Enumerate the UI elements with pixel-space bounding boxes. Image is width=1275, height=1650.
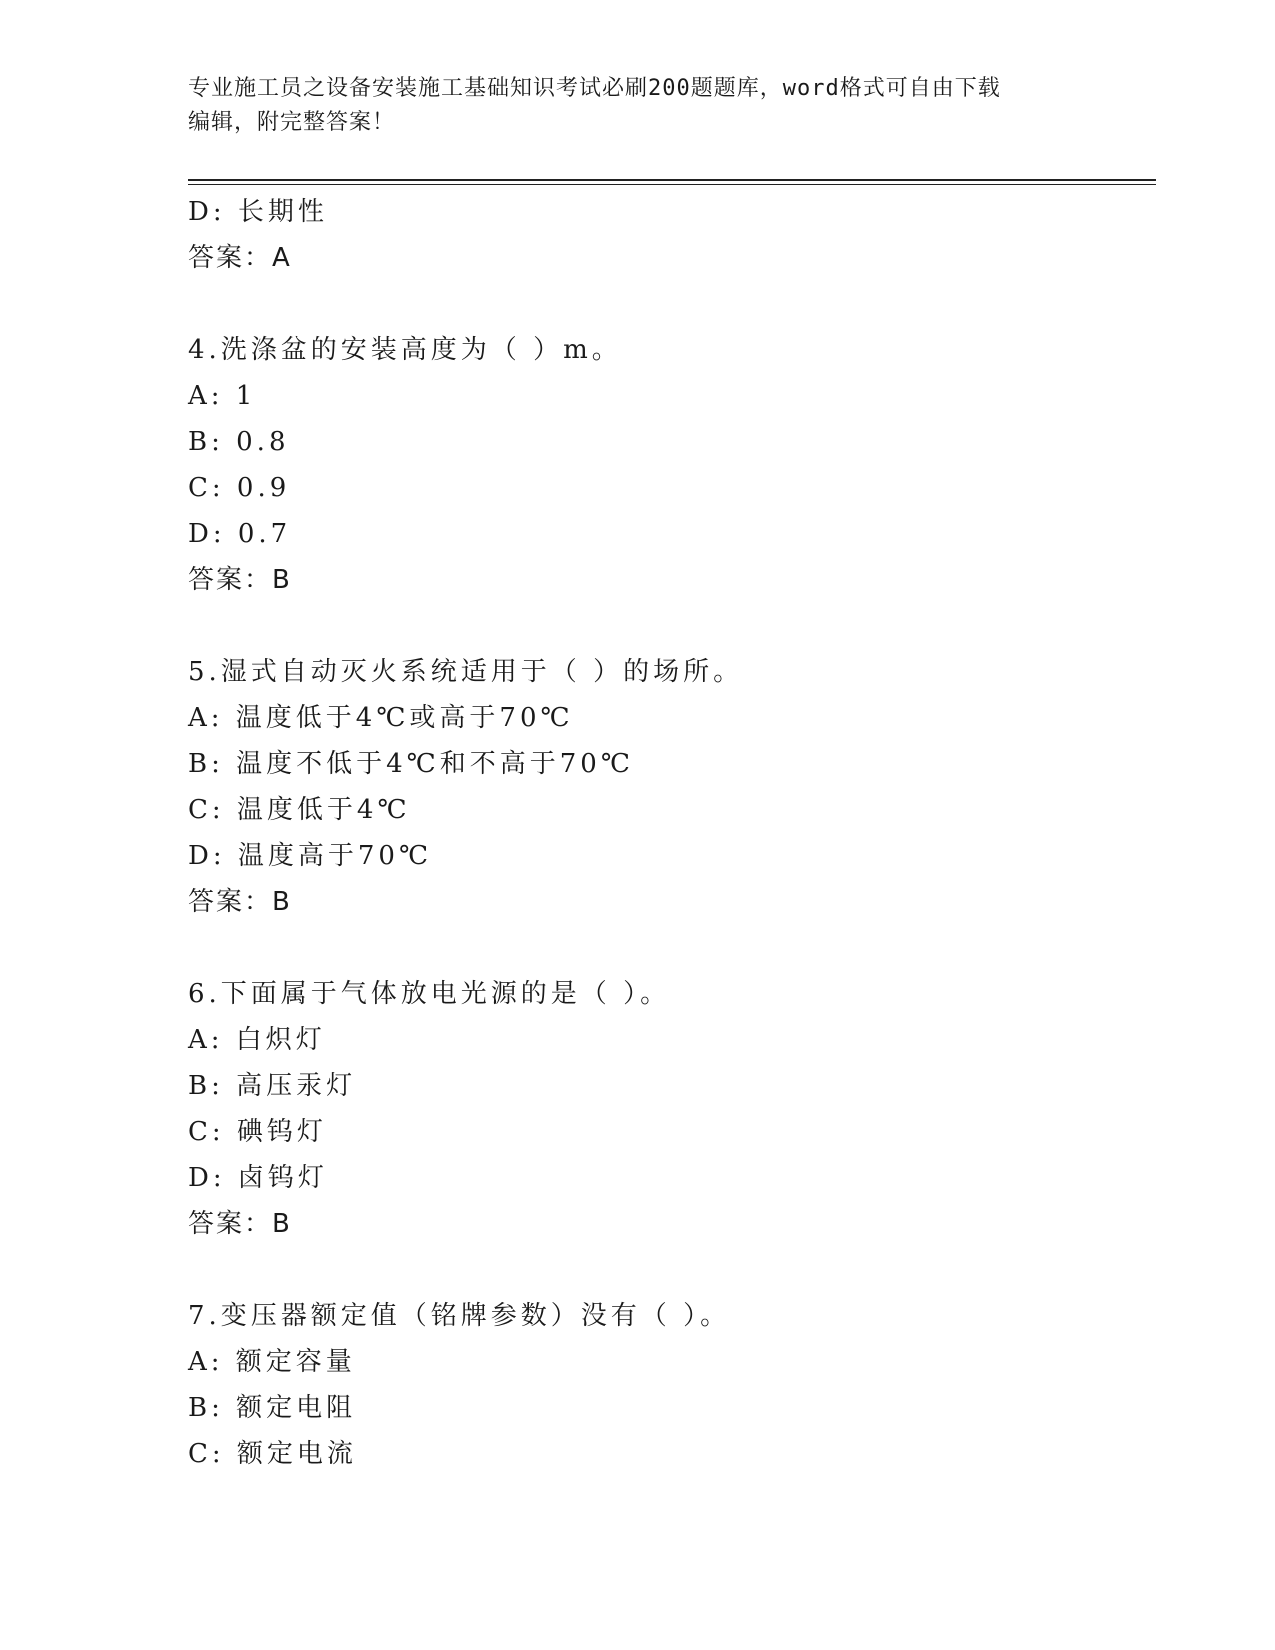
option-c: C: 温度低于4℃ [188,795,411,825]
spacer [188,603,1148,649]
option-a: A: 额定容量 [188,1347,356,1377]
question-list [188,189,1148,1477]
option-c: C: 额定电流 [188,1439,357,1469]
question-stem: 7.变压器额定值（铭牌参数）没有（ ）。 [188,1301,731,1331]
option-a: A: 温度低于4℃或高于70℃ [188,703,574,733]
question-stem: 6.下面属于气体放电光源的是（ ）。 [188,979,671,1009]
option-a: A: 1 [188,381,257,411]
option-d: D: 温度高于70℃ [188,841,433,871]
question-stem: 5.湿式自动灭火系统适用于（ ）的场所。 [188,657,744,687]
option-d: D: 长期性 [188,197,328,227]
header-divider-thick [188,179,1156,181]
answer-line: 答案：B [188,565,292,595]
answer-line: 答案：B [188,1209,292,1239]
option-d: D: 0.7 [188,519,292,549]
answer-line: 答案：A [188,243,292,273]
option-b: B: 额定电阻 [188,1393,357,1423]
document-header [188,72,1088,140]
option-d: D: 卤钨灯 [188,1163,328,1193]
option-b: B: 高压汞灯 [188,1071,357,1101]
header-title-line-2: 编辑，附完整答案！ [188,110,396,135]
option-a: A: 白炽灯 [188,1025,326,1055]
option-c: C: 0.9 [188,473,291,503]
spacer [188,1247,1148,1293]
option-c: C: 碘钨灯 [188,1117,327,1147]
option-b: B: 温度不低于4℃和不高于70℃ [188,749,634,779]
header-title-line-1: 专业施工员之设备安装施工基础知识考试必刷200题题库，word格式可自由下载 [188,76,1001,101]
spacer [188,925,1148,971]
header-divider-thin [188,184,1156,185]
answer-line: 答案：B [188,887,292,917]
option-b: B: 0.8 [188,427,290,457]
spacer [188,281,1148,327]
question-stem: 4.洗涤盆的安装高度为（ ）m。 [188,335,622,365]
